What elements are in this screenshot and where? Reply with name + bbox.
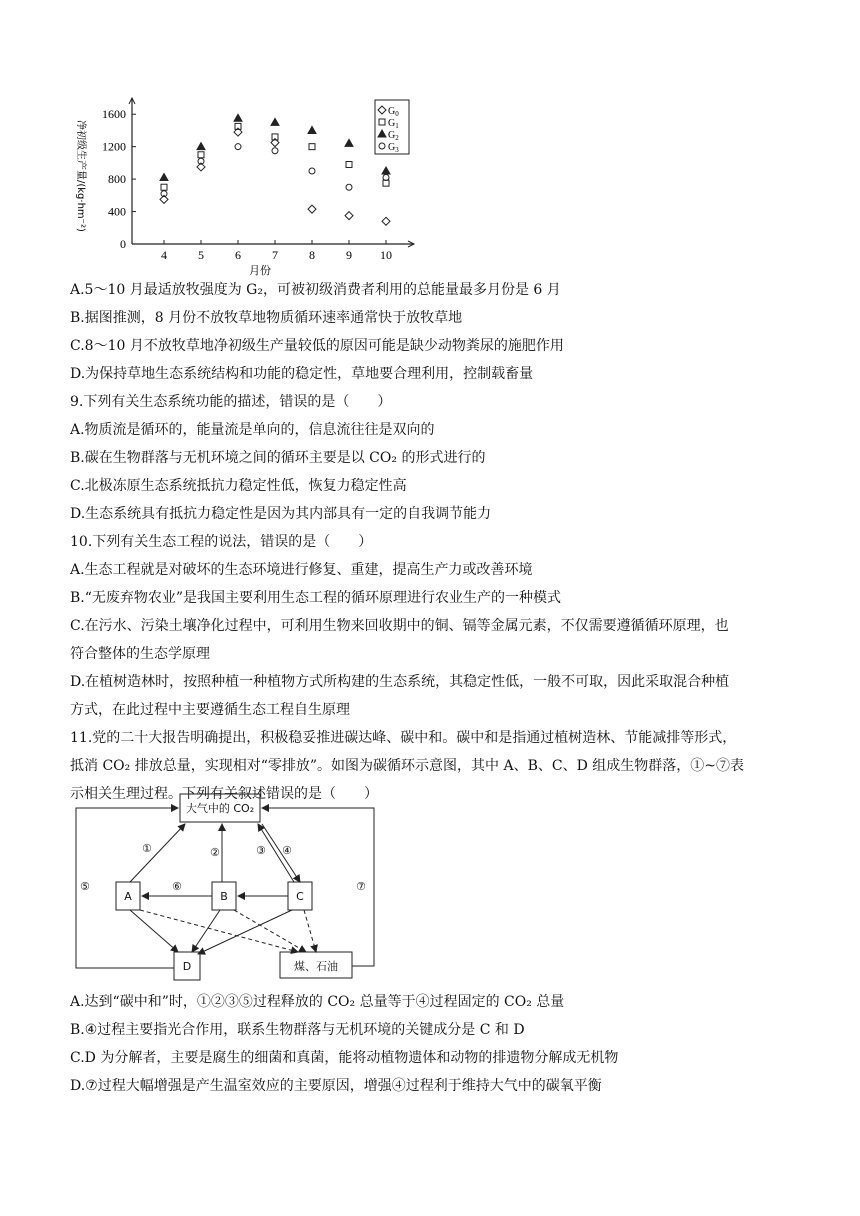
node-a-label: A (124, 890, 132, 903)
node-d-label: D (182, 960, 192, 973)
point-g3 (272, 148, 278, 154)
q8-option-b: B.据图推测，8 月份不放牧草地物质循环速率通常快于放牧草地 (70, 310, 463, 326)
q9-option-b: B.碳在生物群落与无机环境之间的循环主要是以 CO₂ 的形式进行的 (70, 450, 486, 466)
y-tick-label: 800 (108, 172, 126, 187)
y-tick-label: 1200 (102, 139, 126, 154)
q8-option-c: C.8～10 月不放牧草地净初级生产量较低的原因可能是缺少动物粪尿的施肥作用 (70, 338, 564, 354)
process-7-label: ⑦ (356, 880, 366, 893)
point-g1 (161, 184, 167, 190)
point-g1 (346, 162, 352, 168)
point-g2 (160, 173, 168, 180)
q9-option-a: A.物质流是循环的，能量流是单向的，信息流往往是双向的 (70, 422, 435, 438)
y-tick-label: 0 (120, 237, 126, 251)
x-tick-label: 6 (235, 248, 241, 262)
q11-stem-line3: 示相关生理过程。下列有关叙述错误的是（ ） (70, 786, 378, 802)
node-c-label: C (296, 890, 304, 903)
process-2-label: ② (210, 846, 220, 859)
point-g1 (383, 180, 389, 186)
x-tick-label: 7 (272, 248, 278, 262)
point-g2 (382, 167, 390, 174)
point-g3 (309, 168, 315, 174)
q10-option-d-line2: 方式，在此过程中主要遵循生态工程自生原理 (70, 702, 350, 718)
q8-option-a: A.5～10 月最适放牧强度为 G₂，可被初级消费者利用的总能量最多月份是 6 月 (70, 282, 561, 298)
legend-label-g2: $G_2$ (388, 130, 399, 142)
q11-option-a: A.达到“碳中和”时，①②③⑤过程释放的 CO₂ 总量等于④过程固定的 CO₂ 总量 (70, 994, 565, 1010)
point-g0 (345, 212, 353, 220)
x-tick-label: 10 (380, 248, 392, 262)
q11-stem-line1: 11.党的二十大报告明确提出，积极稳妥推进碳达峰、碳中和。碳中和是指通过植树造林、节能减排等形式， (70, 730, 737, 746)
q9-stem: 9.下列有关生态系统功能的描述，错误的是（ ） (70, 394, 392, 410)
q11-option-c: C.D 为分解者，主要是腐生的细菌和真菌，能将动植物遗体和动物的排遗物分解成无机物 (70, 1050, 619, 1066)
q10-option-a: A.生态工程就是对破坏的生态环境进行修复、重建，提高生产力或改善环境 (70, 562, 533, 578)
question-block-lower (70, 988, 810, 1100)
q8-option-d: D.为保持草地生态系统结构和功能的稳定性，草地要合理利用，控制载畜量 (70, 366, 534, 382)
process-1-label: ① (142, 842, 152, 855)
x-tick-label: 9 (346, 248, 352, 262)
carbon-cycle-diagram (70, 790, 390, 985)
point-g3 (235, 144, 241, 150)
y-axis-label: 净初级生产量/(kg·hm⁻²) (75, 120, 86, 232)
process-5-label: ⑤ (80, 880, 90, 893)
point-g0 (308, 205, 316, 213)
q10-stem: 10.下列有关生态工程的说法，错误的是（ ） (70, 534, 373, 550)
y-tick-label: 400 (108, 204, 126, 219)
x-axis-label: 月份 (249, 264, 271, 276)
point-g1 (198, 152, 204, 158)
legend-label-g1: $G_1$ (388, 118, 399, 130)
point-g1 (309, 144, 315, 150)
npp-scatter-chart (60, 88, 430, 276)
q9-option-c: C.北极冻原生态系统抵抗力稳定性低，恢复力稳定性高 (70, 478, 407, 494)
legend-label-g0: $G_0$ (388, 106, 399, 118)
x-tick-label: 8 (309, 248, 315, 262)
point-g3 (346, 184, 352, 190)
q10-option-b: B.“无废弃物农业”是我国主要利用生态工程的循环原理进行农业生产的一种模式 (70, 590, 562, 606)
question-block-upper (70, 276, 810, 808)
point-g2 (197, 143, 205, 150)
q10-option-c-line1: C.在污水、污染土壤净化过程中，可利用生物来回收期中的铜、镉等金属元素，不仅需要遵循循环原理，也 (70, 618, 729, 634)
x-tick-label: 4 (161, 248, 167, 262)
point-g3 (383, 174, 389, 180)
q10-option-c-line2: 符合整体的生态学原理 (70, 646, 210, 662)
q11-option-d: D.⑦过程大幅增强是产生温室效应的主要原因，增强④过程利于维持大气中的碳氧平衡 (70, 1078, 602, 1094)
point-g2 (308, 126, 316, 133)
q11-stem-line2: 抵消 CO₂ 排放总量，实现相对“零排放”。如图为碳循环示意图，其中 A、B、C、D 组成生物群落，①~⑦表 (70, 758, 744, 774)
fossil-label: 煤、石油 (294, 960, 338, 973)
atmosphere-label: 大气中的 CO₂ (185, 802, 255, 815)
q11-option-b: B.④过程主要指光合作用，联系生物群落与无机环境的关键成分是 C 和 D (70, 1022, 525, 1038)
q9-option-d: D.生态系统具有抵抗力稳定性是因为其内部具有一定的自我调节能力 (70, 506, 492, 522)
x-tick-label: 5 (198, 248, 204, 262)
point-g2 (271, 118, 279, 125)
q10-option-d-line1: D.在植树造林时，按照种植一种植物方式所构建的生态系统，其稳定性低，一般不可取，因此采取混合种植 (70, 674, 730, 690)
y-tick-label: 1600 (102, 107, 126, 122)
point-g2 (345, 139, 353, 146)
legend-label-g3: $G_3$ (388, 142, 399, 154)
point-g0 (382, 217, 390, 225)
node-b-label: B (220, 890, 228, 903)
process-4-label: ④ (282, 844, 292, 857)
process-6-label: ⑥ (172, 880, 182, 893)
point-g2 (234, 114, 242, 121)
process-3-label: ③ (256, 844, 266, 857)
